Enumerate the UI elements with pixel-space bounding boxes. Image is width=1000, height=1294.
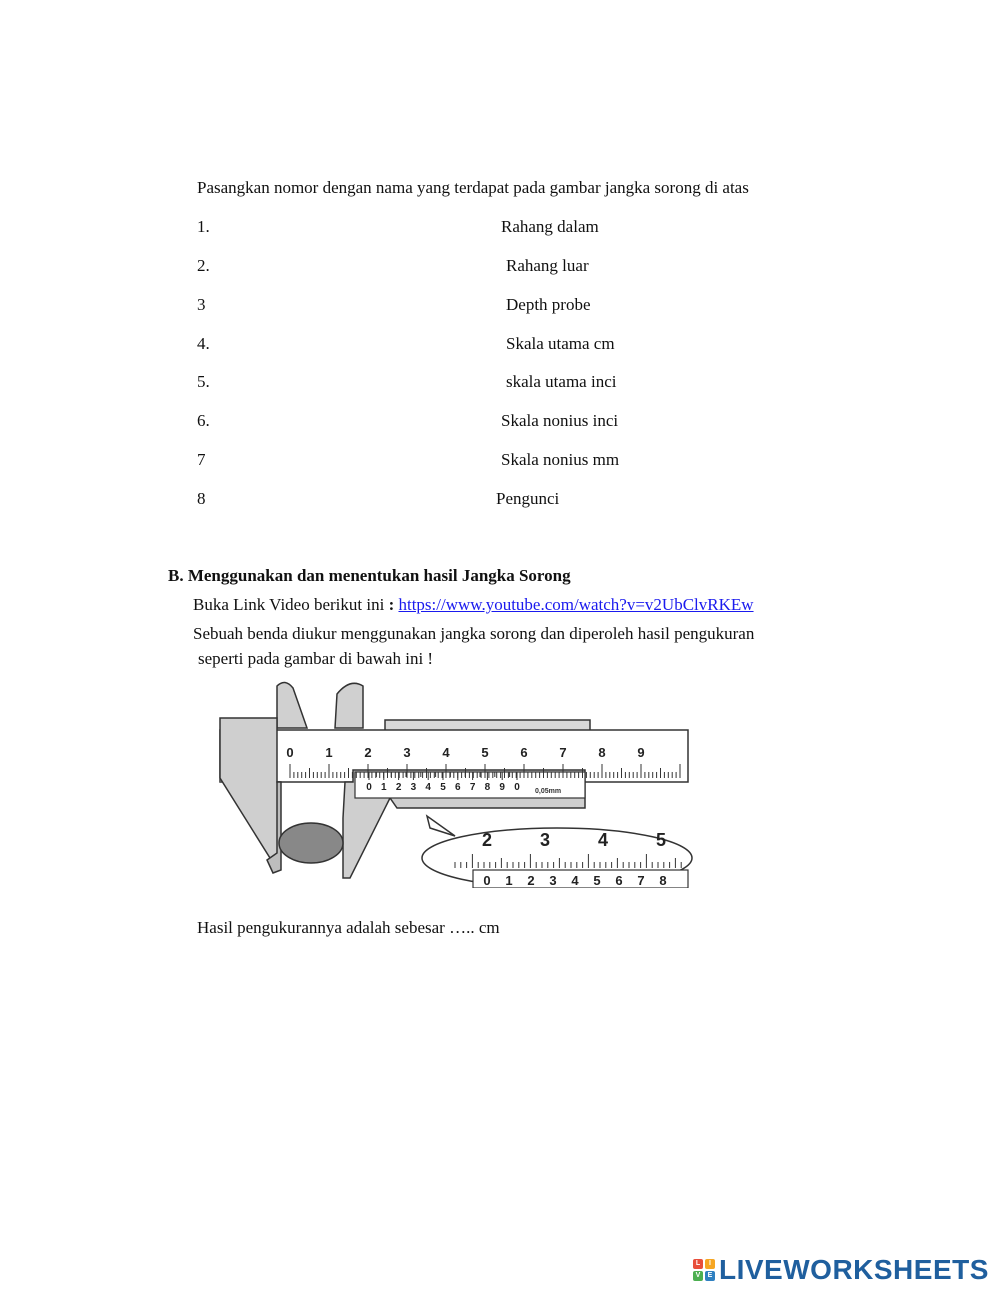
vernier-label: 0 xyxy=(514,782,520,793)
description-line-2: seperti pada gambar di bawah ini ! xyxy=(198,649,434,668)
main-scale-label: 7 xyxy=(559,745,567,760)
item-name: Pengunci xyxy=(496,489,560,508)
item-number: 1. xyxy=(197,217,210,236)
zoom-vernier-label: 8 xyxy=(659,873,667,888)
logo-mark-icon xyxy=(693,1259,715,1281)
vernier-label: 2 xyxy=(395,782,402,793)
main-scale-label: 4 xyxy=(442,745,450,760)
item-name: Skala nonius mm xyxy=(501,450,620,469)
item-name: skala utama inci xyxy=(506,372,617,391)
vernier-label: 7 xyxy=(469,782,476,793)
link-line xyxy=(193,595,754,615)
item-number: 2. xyxy=(197,256,210,275)
main-scale-label: 9 xyxy=(637,745,645,760)
item-name: Depth probe xyxy=(506,295,591,314)
zoom-vernier-label: 0 xyxy=(483,873,491,888)
zoom-main-label: 5 xyxy=(655,830,667,850)
logo-mark-letter: I xyxy=(705,1259,715,1269)
main-scale-label: 0 xyxy=(286,745,294,760)
zoom-vernier-label: 2 xyxy=(527,873,535,888)
youtube-link[interactable]: https://www.youtube.com/watch?v=v2UbClvRKEw xyxy=(398,595,754,614)
vernier-caliper-figure xyxy=(215,678,695,888)
zoom-main-label: 3 xyxy=(539,830,551,850)
logo-mark-letter: E xyxy=(705,1271,715,1281)
link-prefix: Buka Link Video berikut ini xyxy=(193,595,385,614)
vernier-label: 5 xyxy=(440,782,446,793)
zoom-vernier-label: 4 xyxy=(571,873,579,888)
logo-mark-letter: L xyxy=(693,1259,703,1269)
item-name: Skala utama cm xyxy=(506,334,615,353)
vernier-label: 8 xyxy=(484,782,491,793)
link-colon: : xyxy=(388,595,395,614)
vernier-label: 0 xyxy=(366,782,372,793)
vernier-label: 6 xyxy=(455,782,461,793)
vernier-label: 3 xyxy=(410,782,417,793)
section-heading: B. Menggunakan dan menentukan hasil Jangka Sorong xyxy=(168,566,571,585)
item-name: Skala nonius inci xyxy=(501,411,619,430)
zoom-pointer xyxy=(427,816,455,836)
zoom-main-label: 2 xyxy=(481,830,493,850)
vernier-label: 1 xyxy=(381,782,387,793)
item-name: Rahang dalam xyxy=(501,217,599,236)
main-scale-label: 6 xyxy=(520,745,528,760)
main-scale-label: 8 xyxy=(598,745,606,760)
main-scale-label: 5 xyxy=(481,745,489,760)
main-scale-label: 1 xyxy=(325,745,333,760)
item-number: 5. xyxy=(197,372,210,391)
item-number: 6. xyxy=(197,411,210,430)
liveworksheets-logo xyxy=(693,1253,989,1287)
main-scale-label: 3 xyxy=(403,745,411,760)
item-number: 4. xyxy=(197,334,210,353)
vernier-label: 4 xyxy=(425,782,431,793)
description-line-1: Sebuah benda diukur menggunakan jangka sorong dan diperoleh hasil pengukuran xyxy=(193,624,755,643)
zoom-vernier-label: 7 xyxy=(637,873,645,888)
vernier-label: 9 xyxy=(499,782,505,793)
zoom-main-label: 4 xyxy=(597,830,609,850)
logo-text: LIVEWORKSHEETS xyxy=(719,1254,989,1285)
inner-jaw-fixed xyxy=(277,682,307,728)
logo-mark-letter: V xyxy=(693,1271,703,1281)
result-question: Hasil pengukurannya adalah sebesar ….. cm xyxy=(197,918,500,937)
zoom-vernier-label: 5 xyxy=(593,873,601,888)
item-number: 3 xyxy=(197,295,206,314)
instruction-text: Pasangkan nomor dengan nama yang terdapat pada gambar jangka sorong di atas xyxy=(197,178,749,197)
measured-object xyxy=(279,823,343,863)
item-number: 8 xyxy=(197,489,206,508)
fixed-jaw-body xyxy=(220,718,280,858)
zoom-vernier-label: 6 xyxy=(615,873,623,888)
item-name: Rahang luar xyxy=(506,256,589,275)
precision-label: 0,05mm xyxy=(535,788,562,795)
inner-jaw-sliding xyxy=(335,683,363,728)
item-number: 7 xyxy=(197,450,206,469)
zoom-vernier-label: 3 xyxy=(549,873,557,888)
main-scale-label: 2 xyxy=(364,745,372,760)
zoom-vernier-label: 1 xyxy=(505,873,513,888)
